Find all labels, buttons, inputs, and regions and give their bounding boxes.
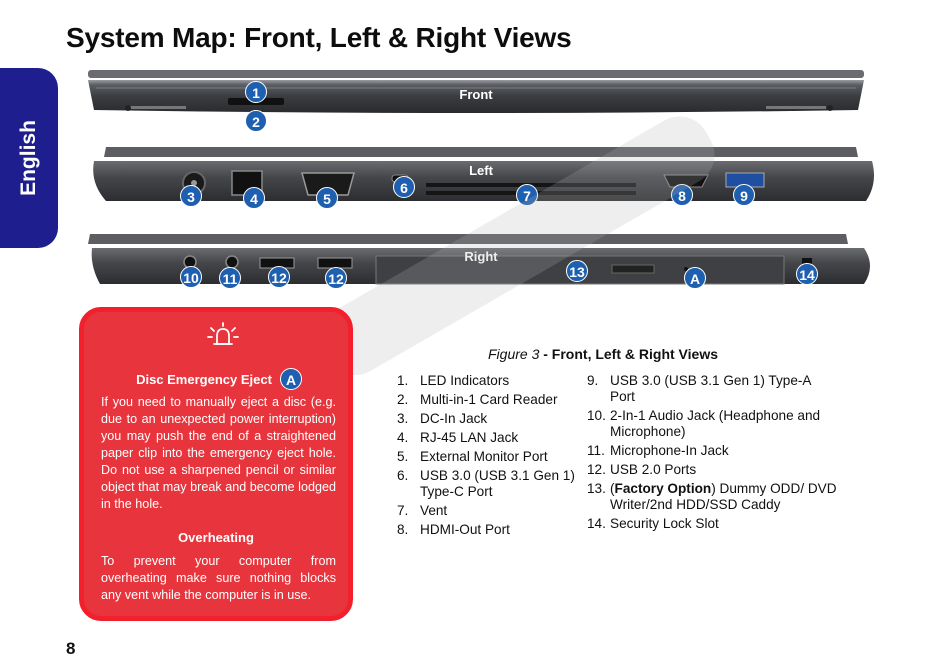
laptop-left-image <box>86 143 876 209</box>
list-item: 13. (Factory Option) Dummy ODD/ DVD Writer/2nd HDD/SSD Caddy <box>587 481 837 512</box>
list-item: 9. USB 3.0 (USB 3.1 Gen 1) Type-A Port <box>587 373 811 404</box>
language-tab-label: English <box>17 120 40 196</box>
marker-2: 2 <box>245 110 267 132</box>
marker-9: 9 <box>733 184 755 206</box>
page-number: 8 <box>66 639 76 658</box>
warning-callout <box>79 307 353 621</box>
right-view-label: Right <box>464 249 498 264</box>
marker-8: 8 <box>671 184 693 206</box>
callout-text-disc-eject: If you need to manually eject a disc (e.g. due to an unexpected power interruption) you may push the end of a straightened paper clip into the emergency eject hole. Do not use a sharpened pencil or similar object that may break and become lodged in the hole. <box>101 395 336 511</box>
marker-11: 11 <box>219 267 241 289</box>
marker-4: 4 <box>243 187 265 209</box>
parts-list-left <box>397 373 582 541</box>
list-item: 8. HDMI-Out Port <box>397 522 510 537</box>
language-tab <box>0 68 58 248</box>
callout-badge-A: A <box>280 368 302 390</box>
marker-3: 3 <box>180 185 202 207</box>
page-title: System Map: Front, Left & Right Views <box>66 22 572 53</box>
marker-14: 14 <box>796 263 818 285</box>
list-item: 5. External Monitor Port <box>397 449 548 464</box>
marker-13: 13 <box>566 260 588 282</box>
list-item: 1. LED Indicators <box>397 373 510 388</box>
figure-caption <box>488 346 718 362</box>
list-item: 12. USB 2.0 Ports <box>587 462 697 477</box>
list-item: 7. Vent <box>397 503 448 518</box>
marker-6: 6 <box>393 176 415 198</box>
marker-12a: 12 <box>268 266 290 288</box>
list-item: 4. RJ-45 LAN Jack <box>397 430 519 445</box>
figure-title: - Front, Left & Right Views <box>539 346 718 362</box>
warning-bell-icon <box>206 322 240 350</box>
callout-text-overheating: To prevent your computer from overheating make sure nothing blocks any vent while the computer is in use. <box>101 554 336 602</box>
marker-10: 10 <box>180 266 202 288</box>
laptop-front-view <box>86 66 866 130</box>
marker-5: 5 <box>316 187 338 209</box>
list-item: 10. 2-In-1 Audio Jack (Headphone and Microphone) <box>587 408 821 439</box>
list-item: 6. USB 3.0 (USB 3.1 Gen 1) Type-C Port <box>397 468 575 499</box>
list-item: 3. DC-In Jack <box>397 411 488 426</box>
list-item: 2. Multi-in-1 Card Reader <box>397 392 558 407</box>
list-item: 14. Security Lock Slot <box>587 516 719 531</box>
figure-number: Figure 3 <box>488 346 540 362</box>
marker-7: 7 <box>516 184 538 206</box>
laptop-right-view <box>86 232 876 292</box>
laptop-left-view <box>86 143 876 207</box>
parts-list-right <box>587 373 837 535</box>
marker-12b: 12 <box>325 267 347 289</box>
callout-heading-overheating: Overheating <box>178 530 254 545</box>
left-view-label: Left <box>469 163 493 178</box>
marker-A: A <box>684 267 706 289</box>
callout-heading-disc-eject: Disc Emergency Eject <box>136 372 272 387</box>
laptop-front-image <box>86 66 866 126</box>
list-item: 11. Microphone-In Jack <box>587 443 729 458</box>
laptop-right-image <box>86 232 876 292</box>
front-view-label: Front <box>459 87 493 102</box>
marker-1: 1 <box>245 81 267 103</box>
